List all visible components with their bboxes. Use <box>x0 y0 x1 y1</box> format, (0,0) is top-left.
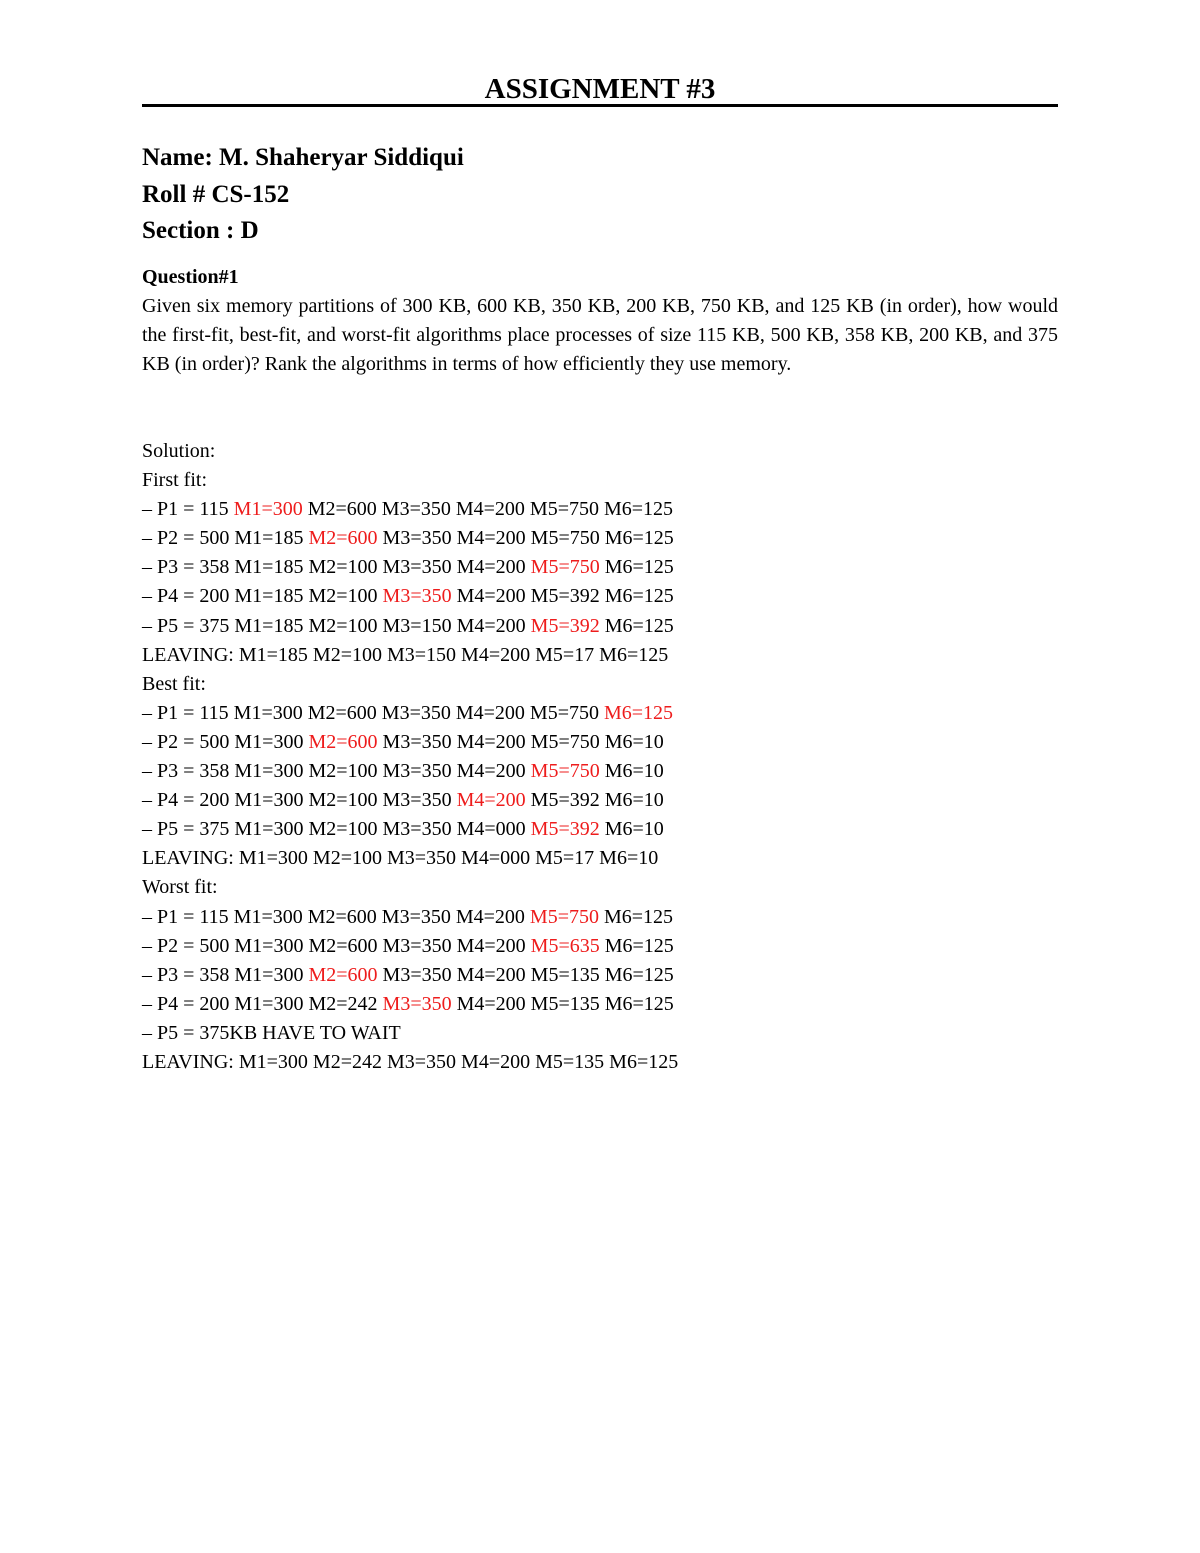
allocated-partition: M2=600 <box>308 730 378 753</box>
best-fit-row: – P3 = 358 M1=300 M2=100 M3=350 M4=200 M5=750 M6=10 <box>142 760 664 783</box>
section-label: Section : D <box>142 217 259 244</box>
allocated-partition: M4=200 <box>456 789 526 812</box>
best-fit-row: – P4 = 200 M1=300 M2=100 M3=350 M4=200 M5=392 M6=10 <box>142 789 664 812</box>
allocated-partition: M5=750 <box>530 760 600 783</box>
best-fit-row: – P2 = 500 M1=300 M2=600 M3=350 M4=200 M5=750 M6=10 <box>142 730 664 753</box>
allocated-partition: M1=300 <box>233 498 303 521</box>
document-title: ASSIGNMENT #3 <box>484 73 716 105</box>
allocated-partition: M5=392 <box>530 614 600 637</box>
best-fit-label: Best fit: <box>142 672 206 695</box>
first-fit-row: – P1 = 115 M1=300 M2=600 M3=350 M4=200 M5=750 M6=125 <box>142 498 674 521</box>
best-fit-leaving: LEAVING: M1=300 M2=100 M3=350 M4=000 M5=17 M6=10 <box>142 847 659 870</box>
first-fit-row: – P2 = 500 M1=185 M2=600 M3=350 M4=200 M5=750 M6=125 <box>142 527 674 550</box>
worst-fit-row: – P1 = 115 M1=300 M2=600 M3=350 M4=200 M5=750 M6=125 <box>142 905 674 928</box>
allocated-partition: M2=600 <box>308 963 378 986</box>
first-fit-label: First fit: <box>142 469 208 492</box>
allocated-partition: M6=125 <box>603 701 674 724</box>
title-underline <box>142 104 1058 107</box>
worst-fit-leaving: LEAVING: M1=300 M2=242 M3=350 M4=200 M5=135 M6=125 <box>142 1050 679 1073</box>
allocated-partition: M5=392 <box>530 818 600 841</box>
best-fit-row: – P1 = 115 M1=300 M2=600 M3=350 M4=200 M5=750 M6=125 <box>142 701 674 724</box>
first-fit-row: – P3 = 358 M1=185 M2=100 M3=350 M4=200 M5=750 M6=125 <box>142 556 674 579</box>
worst-fit-row: – P3 = 358 M1=300 M2=600 M3=350 M4=200 M5=135 M6=125 <box>142 963 674 986</box>
question-heading: Question#1 <box>142 266 239 288</box>
best-fit-row: – P5 = 375 M1=300 M2=100 M3=350 M4=000 M5=392 M6=10 <box>142 818 664 841</box>
roll-number: Roll # CS-152 <box>142 181 290 208</box>
question-text: Given six memory partitions of 300 KB, 600 KB, 350 KB, 200 KB, 750 KB, and 125 KB (in order), how would the first-fit, best-fit, and worst-fit algorithms place processes of size 115 KB, 500 KB, 358 KB, 200 KB, and 375 KB (in order)? Rank the algorithms in terms of how efficiently they use memory. <box>142 295 1058 375</box>
allocated-partition: M3=350 <box>382 992 452 1015</box>
worst-fit-label: Worst fit: <box>142 876 218 899</box>
worst-fit-row: – P4 = 200 M1=300 M2=242 M3=350 M4=200 M5=135 M6=125 <box>142 992 674 1015</box>
allocated-partition: M5=635 <box>530 934 600 957</box>
first-fit-row: – P4 = 200 M1=185 M2=100 M3=350 M4=200 M5=392 M6=125 <box>142 585 674 608</box>
worst-fit-row: – P2 = 500 M1=300 M2=600 M3=350 M4=200 M5=635 M6=125 <box>142 934 674 957</box>
student-name: Name: M. Shaheryar Siddiqui <box>142 144 464 171</box>
solution-block <box>142 437 1058 1077</box>
first-fit-row: – P5 = 375 M1=185 M2=100 M3=150 M4=200 M5=392 M6=125 <box>142 614 674 637</box>
allocated-partition: M5=750 <box>529 905 599 928</box>
allocated-partition: M3=350 <box>382 585 452 608</box>
first-fit-leaving: LEAVING: M1=185 M2=100 M3=150 M4=200 M5=17 M6=125 <box>142 643 669 666</box>
allocated-partition: M2=600 <box>308 527 378 550</box>
solution-label: Solution: <box>142 440 216 462</box>
allocated-partition: M5=750 <box>530 556 600 579</box>
worst-fit-wait-line: – P5 = 375KB HAVE TO WAIT <box>142 1021 401 1044</box>
